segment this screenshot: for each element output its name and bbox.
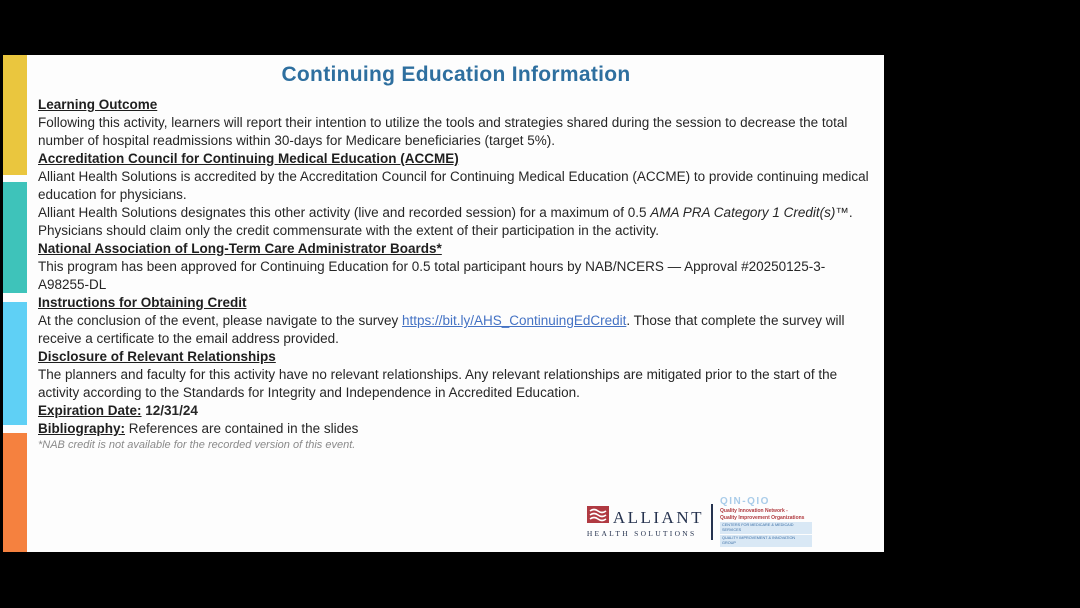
qin-qio-logo [720,497,812,547]
alliant-flag-icon [587,506,609,528]
accent-bar-yellow [3,55,27,175]
body-disclosure: The planners and faculty for this activity have no relevant relationships. Any relevant relationships are mitigated prior to the start of the activity according to the Standards for Integrity and Independence in Accredited Education. [38,367,838,400]
survey-link[interactable]: https://bit.ly/AHS_ContinuingEdCredit [401,313,627,328]
heading-learning-outcome: Learning Outcome [38,97,158,112]
alliant-health-solutions-logo [587,497,812,547]
qin-line-2: Quality Improvement Organizations [720,515,805,521]
body-instructions [38,312,874,348]
body-accme-1: Alliant Health Solutions is accredited by the Accreditation Council for Continuing Medical Education (ACCME) to provide continuing medical education for physicians. [38,169,869,202]
accme-designation-text-end: . Physicians should claim only the credit commensurate with the extent of their participation in the activity. [38,205,853,238]
instructions-text: At the conclusion of the event, please navigate to the survey [38,313,402,328]
logo-divider [711,504,713,540]
expiration-date-value: 12/31/24 [141,403,198,418]
bibliography-label: Bibliography: [38,421,125,436]
qin-line-1: Quality Innovation Network - [720,508,788,514]
nab-footnote: *NAB credit is not available for the recorded version of this event. [38,439,356,451]
expiration-date-line [38,402,874,420]
body-nab: This program has been approved for Continuing Education for 0.5 total participant hours by NAB/NCERS — Approval #20250125-3-A98255-DL [38,259,826,292]
accme-designation-text: Alliant Health Solutions designates this other activity (live and recorded session) for a maximum of 0.5 [38,205,651,220]
bibliography-line [38,420,874,438]
heading-nab: National Association of Long-Term Care Administrator Boards* [38,241,442,256]
alliant-subtitle: HEALTH SOLUTIONS [586,529,697,538]
body-accme-2 [38,204,874,240]
expiration-date-label: Expiration Date: [38,403,142,418]
heading-accme: Accreditation Council for Continuing Medical Education (ACCME) [38,151,459,166]
accent-bar-orange [3,433,27,552]
slide-content [38,55,874,452]
ama-pra-credit-text: AMA PRA Category 1 Credit(s)™ [650,205,849,220]
alliant-wordmark [587,506,704,538]
alliant-name: ALLIANT [612,507,704,527]
page-title: Continuing Education Information [281,63,631,86]
heading-instructions: Instructions for Obtaining Credit [38,295,247,310]
slide [3,55,884,552]
accent-bar-teal [3,182,27,293]
heading-disclosure: Disclosure of Relevant Relationships [38,349,276,364]
body-learning-outcome: Following this activity, learners will report their intention to utilize the tools and strategies shared during the session to decrease the total number of hospital readmissions within 30-days for Medicare beneficiaries (target 5%). [38,115,848,148]
accent-bar-blue [3,302,27,425]
qin-qio-title: QIN-QIO [720,496,770,507]
bibliography-value: References are contained in the slides [125,421,359,436]
qin-line-3: CENTERS FOR MEDICARE & MEDICAID SERVICES [720,522,812,534]
qin-line-4: QUALITY IMPROVEMENT & INNOVATION GROUP [720,535,812,547]
instructions-text-end: . Those that complete the survey will receive a certificate to the email address provided. [38,313,845,346]
